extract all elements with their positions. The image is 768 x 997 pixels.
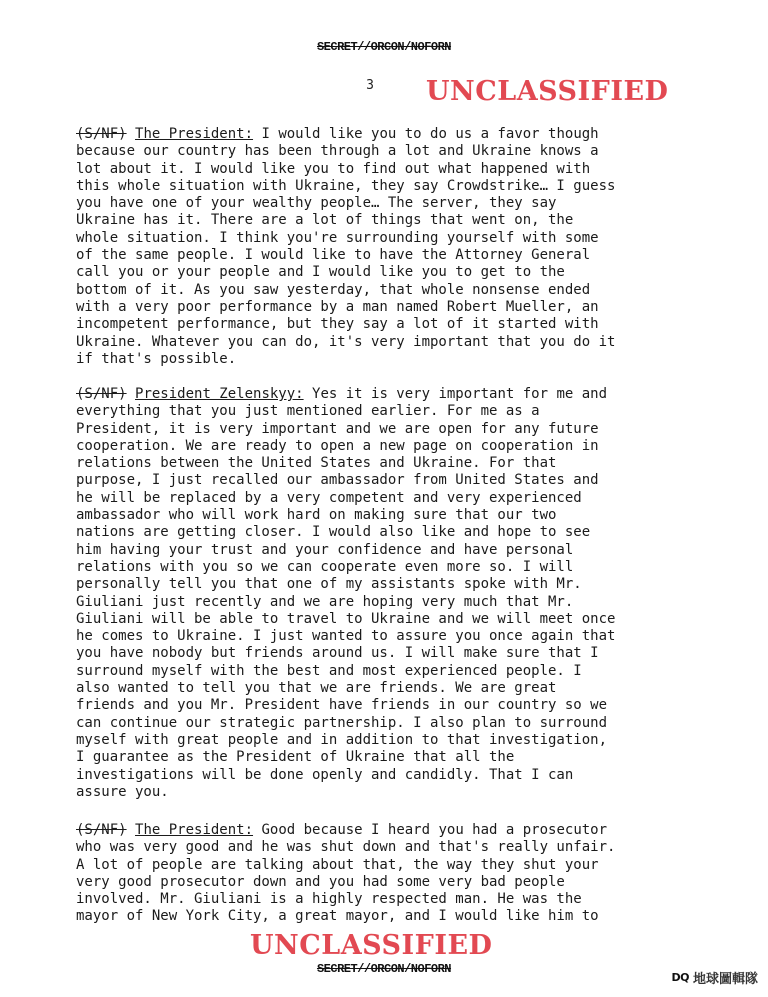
transcript-line: ambassador who will work hard on making sure that our two: [76, 507, 557, 524]
transcript-paragraph: [76, 822, 676, 926]
transcript-line: also wanted to tell you that we are friends. We are great: [76, 680, 557, 697]
speaker-label: The President:: [135, 126, 254, 142]
transcript-line: because our country has been through a lot and Ukraine knows a: [76, 143, 599, 160]
transcript-line: this whole situation with Ukraine, they say Crowdstrike… I guess: [76, 177, 616, 194]
transcript-line: Ukraine has it. There are a lot of things that went on, the: [76, 212, 574, 229]
line-text: I would like you to do us a favor though: [253, 126, 599, 142]
transcript-line: Ukraine. Whatever you can do, it's very important that you do it: [76, 333, 616, 350]
speaker-label: The President:: [135, 822, 254, 838]
transcript-line: surround myself with the best and most experienced people. I: [76, 662, 582, 679]
transcript-line: you have one of your wealthy people… The server, they say: [76, 195, 557, 212]
transcript-line: Giuliani will be able to travel to Ukraine and we will meet once: [76, 610, 616, 627]
transcript-line: President, it is very important and we are open for any future: [76, 420, 599, 437]
transcript-line: who was very good and he was shut down and that's really unfair.: [76, 839, 616, 856]
watermark-text: 地球圖輯隊: [692, 972, 758, 987]
classification-marking: (S/NF): [76, 822, 127, 838]
transcript-line: personally tell you that one of my assistants spoke with Mr.: [76, 576, 582, 593]
transcript-line: if that's possible.: [76, 350, 237, 367]
transcript-line: involved. Mr. Giuliani is a highly respected man. He was the: [76, 891, 582, 908]
transcript-line: bottom of it. As you saw yesterday, that whole nonsense ended: [76, 281, 591, 298]
transcript-paragraph: [76, 126, 676, 368]
transcript-line: you have nobody but friends around us. I will make sure that I: [76, 645, 599, 662]
page-number: 3: [366, 78, 374, 93]
transcript-line: lot about it. I would like you to find out what happened with: [76, 160, 591, 177]
transcript-line: him having your trust and your confidence and have personal: [76, 541, 574, 558]
unclassified-stamp-bottom: UNCLASSIFIED: [250, 930, 493, 961]
unclassified-stamp-top: UNCLASSIFIED: [426, 76, 669, 107]
transcript-line: I guarantee as the President of Ukraine that all the: [76, 749, 515, 766]
transcript-line: with a very poor performance by a man named Robert Mueller, an: [76, 298, 599, 315]
line-text: Good because I heard you had a prosecutor: [253, 822, 608, 838]
transcript-line: friends and you Mr. President have friends in our country so we: [76, 697, 608, 714]
transcript-line: of the same people. I would like to have the Attorney General: [76, 247, 591, 264]
speaker-label: President Zelenskyy:: [135, 386, 304, 402]
transcript-line: [76, 126, 676, 143]
transcript-line: relations between the United States and Ukraine. For that: [76, 455, 557, 472]
transcript-line: myself with great people and in addition to that investigation,: [76, 731, 608, 748]
transcript-line: purpose, I just recalled our ambassador from United States and: [76, 472, 599, 489]
transcript-line: everything that you just mentioned earlier. For me as a: [76, 403, 540, 420]
watermark-logo: DQ: [671, 971, 689, 984]
classification-marking: (S/NF): [76, 126, 127, 142]
transcript-line: incompetent performance, but they say a lot of it started with: [76, 316, 599, 333]
transcript-line: [76, 386, 676, 403]
transcript-line: can continue our strategic partnership. I also plan to surround: [76, 714, 608, 731]
transcript-line: cooperation. We are ready to open a new page on cooperation in: [76, 437, 599, 454]
transcript-line: whole situation. I think you're surrounding yourself with some: [76, 229, 599, 246]
transcript-line: investigations will be done openly and candidly. That I can: [76, 766, 574, 783]
transcript-line: call you or your people and I would like you to get to the: [76, 264, 565, 281]
transcript-line: relations with you so we can cooperate even more so. I will: [76, 558, 574, 575]
classification-footer: SECRET//ORCON/NOFORN: [316, 962, 452, 976]
transcript-paragraph: [76, 386, 676, 801]
transcript-line: A lot of people are talking about that, the way they shut your: [76, 856, 599, 873]
transcript-line: nations are getting closer. I would also like and hope to see: [76, 524, 591, 541]
transcript-line: assure you.: [76, 783, 169, 800]
watermark: [672, 968, 759, 987]
transcript-line: he comes to Ukraine. I just wanted to assure you once again that: [76, 628, 616, 645]
classification-header: SECRET//ORCON/NOFORN: [316, 40, 452, 54]
transcript-line: [76, 822, 676, 839]
transcript-line: mayor of New York City, a great mayor, and I would like him to: [76, 908, 599, 925]
transcript-line: he will be replaced by a very competent and very experienced: [76, 489, 582, 506]
transcript-line: very good prosecutor down and you had some very bad people: [76, 873, 565, 890]
transcript-line: Giuliani just recently and we are hoping very much that Mr.: [76, 593, 574, 610]
line-text: Yes it is very important for me and: [303, 386, 608, 402]
classification-marking: (S/NF): [76, 386, 127, 402]
